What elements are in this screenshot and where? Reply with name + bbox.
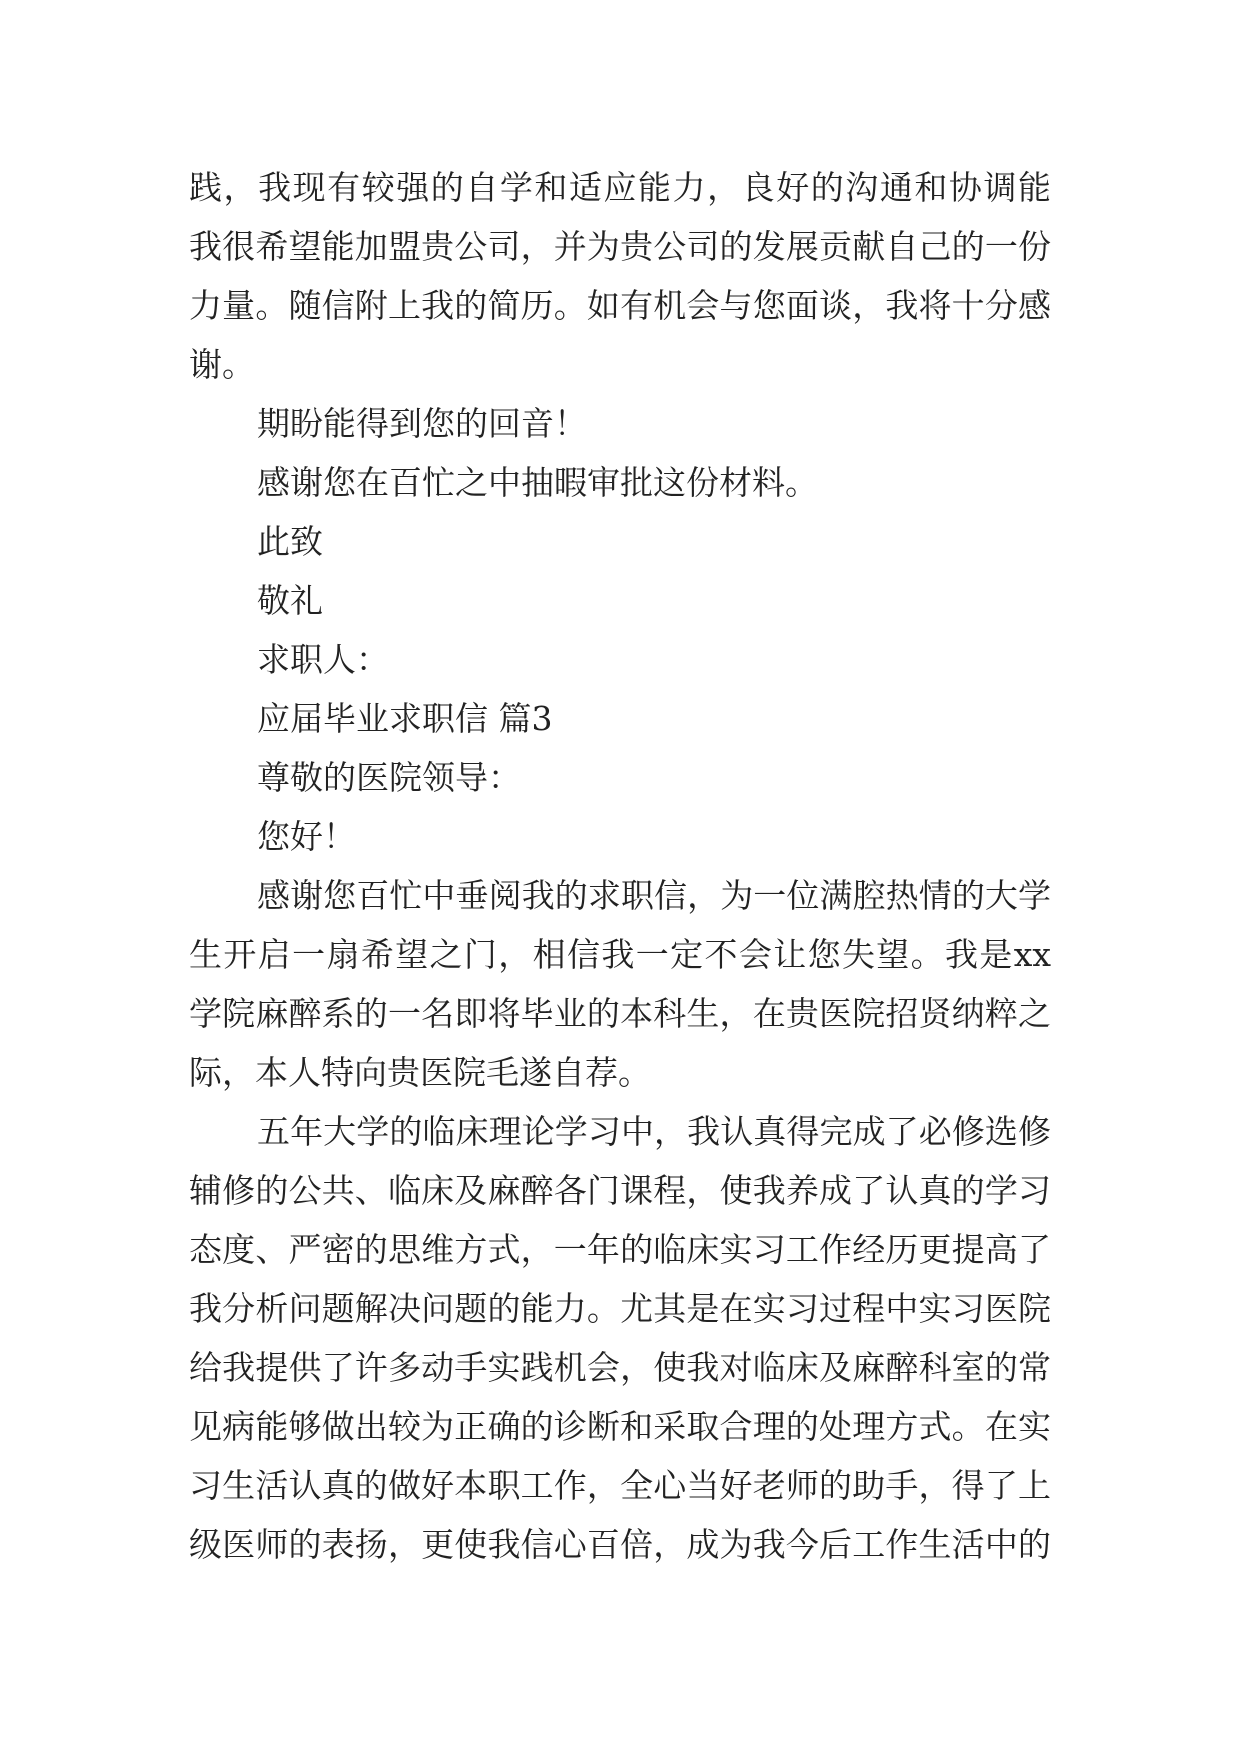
text-line: 际，本人特向贵医院毛遂自荐。 [189, 1053, 651, 1092]
letter-body [189, 158, 1051, 1574]
text-line: 谢。 [189, 345, 255, 384]
text-line: 学院麻醉系的一名即将毕业的本科生，在贵医院招贤纳粹之 [189, 994, 1051, 1033]
salutation-line: 此致 [257, 522, 323, 561]
salutation-line: 敬礼 [257, 581, 323, 620]
text-line: 五年大学的临床理论学习中，我认真得完成了必修选修 [257, 1112, 1051, 1151]
greeting-line: 您好！ [257, 817, 356, 856]
text-line: 见病能够做出较为正确的诊断和采取合理的处理方式。在实 [189, 1407, 1051, 1446]
text-line: 级医师的表扬，更使我信心百倍，成为我今后工作生活中的 [189, 1525, 1051, 1564]
signature-line: 求职人： [257, 640, 389, 679]
text-line: 习生活认真的做好本职工作，全心当好老师的助手，得了上 [189, 1466, 1051, 1505]
text-line: 感谢您百忙中垂阅我的求职信，为一位满腔热情的大学 [257, 876, 1051, 915]
text-line: 力量。随信附上我的简历。如有机会与您面谈，我将十分感 [189, 286, 1051, 325]
text-line: 给我提供了许多动手实践机会，使我对临床及麻醉科室的常 [189, 1348, 1051, 1387]
recipient-line: 尊敬的医院领导： [257, 758, 521, 797]
text-line: 态度、严密的思维方式，一年的临床实习工作经历更提高了 [189, 1230, 1051, 1269]
text-line: 辅修的公共、临床及麻醉各门课程，使我养成了认真的学习 [189, 1171, 1051, 1210]
text-line: 感谢您在百忙之中抽暇审批这份材料。 [257, 463, 818, 502]
text-line: 践，我现有较强的自学和适应能力，良好的沟通和协调能 [189, 168, 1051, 207]
text-line: 期盼能得到您的回音！ [257, 404, 587, 443]
section-heading: 应届毕业求职信 篇3 [257, 699, 553, 738]
text-line: 生开启一扇希望之门，相信我一定不会让您失望。我是xx [189, 935, 1051, 974]
text-line: 我很希望能加盟贵公司，并为贵公司的发展贡献自己的一份 [189, 227, 1051, 266]
text-line: 我分析问题解决问题的能力。尤其是在实习过程中实习医院 [189, 1289, 1051, 1328]
